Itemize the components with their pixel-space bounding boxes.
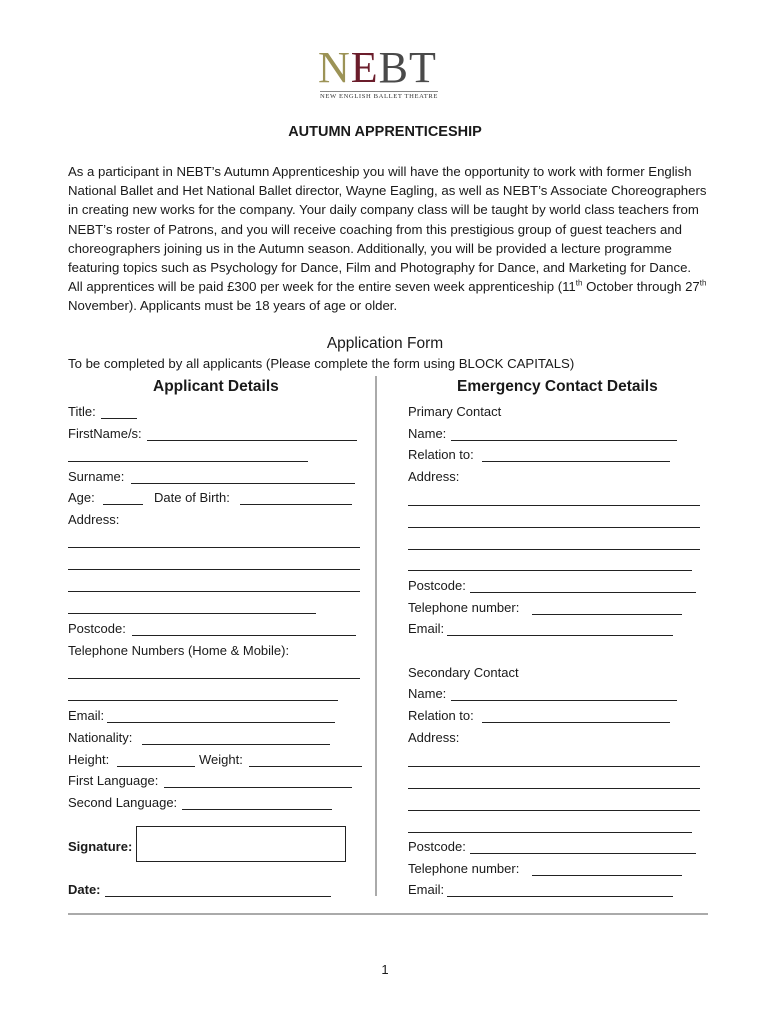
first-language-label: First Language:	[68, 773, 159, 788]
surname-field[interactable]	[131, 483, 355, 484]
age-label: Age:	[68, 490, 95, 505]
nebt-logo	[318, 43, 450, 102]
title-field[interactable]	[101, 418, 137, 419]
secondary-contact-heading: Secondary Contact	[408, 665, 519, 680]
email-field[interactable]	[107, 722, 335, 723]
secondary-relation-field[interactable]	[482, 722, 670, 723]
primary-contact-heading: Primary Contact	[408, 404, 502, 419]
dob-field[interactable]	[240, 504, 352, 505]
email-label: Email:	[68, 708, 105, 723]
nationality-label: Nationality:	[68, 730, 133, 745]
secondary-address-label: Address:	[408, 730, 460, 745]
secondary-email-label: Email:	[408, 882, 445, 897]
firstname-field-line2[interactable]	[68, 461, 308, 462]
emergency-contact-heading: Emergency Contact Details	[457, 378, 658, 395]
address-line-1[interactable]	[68, 547, 360, 548]
page-title: AUTUMN APPRENTICESHIP	[288, 124, 482, 140]
secondary-postcode-label: Postcode:	[408, 839, 466, 854]
secondary-address-line-1[interactable]	[408, 766, 700, 767]
primary-name-field[interactable]	[451, 440, 677, 441]
age-field[interactable]	[103, 504, 143, 505]
primary-telephone-label: Telephone number:	[408, 600, 520, 615]
secondary-name-label: Name:	[408, 686, 447, 701]
postcode-field[interactable]	[132, 635, 356, 636]
primary-address-label: Address:	[408, 469, 460, 484]
telephone-line-1[interactable]	[68, 678, 360, 679]
primary-email-label: Email:	[408, 621, 445, 636]
bottom-rule	[68, 913, 708, 915]
date-label: Date:	[68, 882, 101, 897]
address-line-3[interactable]	[68, 591, 360, 592]
logo-subtitle: NEW ENGLISH BALLET THEATRE	[320, 93, 438, 100]
secondary-address-line-2[interactable]	[408, 788, 700, 789]
telephone-label: Telephone Numbers (Home & Mobile):	[68, 643, 290, 658]
primary-email-field[interactable]	[447, 635, 673, 636]
primary-telephone-field[interactable]	[532, 614, 682, 615]
postcode-label: Postcode:	[68, 621, 126, 636]
weight-label: Weight:	[199, 752, 243, 767]
secondary-relation-label: Relation to:	[408, 708, 474, 723]
primary-relation-label: Relation to:	[408, 447, 474, 462]
nationality-field[interactable]	[142, 744, 330, 745]
weight-field[interactable]	[249, 766, 362, 767]
address-line-4[interactable]	[68, 613, 316, 614]
primary-relation-field[interactable]	[482, 461, 670, 462]
secondary-address-line-3[interactable]	[408, 810, 700, 811]
first-language-field[interactable]	[164, 787, 352, 788]
logo-wordmark: NEBT	[318, 43, 437, 92]
firstname-label: FirstName/s:	[68, 426, 142, 441]
date-field[interactable]	[105, 896, 331, 897]
primary-address-line-2[interactable]	[408, 527, 700, 528]
column-divider	[375, 376, 377, 896]
address-line-2[interactable]	[68, 569, 360, 570]
dob-label: Date of Birth:	[154, 490, 230, 505]
page-number: 1	[381, 962, 389, 977]
firstname-field[interactable]	[147, 440, 357, 441]
primary-address-line-3[interactable]	[408, 549, 700, 550]
secondary-telephone-field[interactable]	[532, 875, 682, 876]
secondary-address-line-4[interactable]	[408, 832, 692, 833]
form-subtitle: To be completed by all applicants (Please complete the form using BLOCK CAPITALS)	[68, 356, 575, 371]
surname-label: Surname:	[68, 469, 125, 484]
secondary-name-field[interactable]	[451, 700, 677, 701]
height-label: Height:	[68, 752, 110, 767]
primary-address-line-1[interactable]	[408, 505, 700, 506]
signature-label: Signature:	[68, 839, 133, 854]
second-language-field[interactable]	[182, 809, 332, 810]
title-label: Title:	[68, 404, 96, 419]
secondary-email-field[interactable]	[447, 896, 673, 897]
primary-address-line-4[interactable]	[408, 570, 692, 571]
primary-name-label: Name:	[408, 426, 447, 441]
secondary-postcode-field[interactable]	[470, 853, 696, 854]
address-label: Address:	[68, 512, 120, 527]
form-title: Application Form	[326, 335, 444, 352]
primary-postcode-field[interactable]	[470, 592, 696, 593]
height-field[interactable]	[117, 766, 195, 767]
secondary-telephone-label: Telephone number:	[408, 861, 520, 876]
applicant-details-heading: Applicant Details	[153, 378, 279, 395]
second-language-label: Second Language:	[68, 795, 178, 810]
intro-paragraph: As a participant in NEBT’s Autumn Apprenticeship you will have the opportunity to work with former English National Ballet and Het National Ballet director, Wayne Eagling, as well as NEBT’s Associate Choreographers in creating new works for the company. Your daily company class will be taught by world class teachers from NEBT’s roster of Patrons, and you will receive coaching from this prestigious group of guest teachers and choreographers joining us in the Autumn season. Additionally, you will be provided a lecture programme featuring topics such as Psychology for Dance, Film and Photography for Dance, and Marketing for Dance. All apprentices will be paid £300 per week for the entire seven week apprenticeship (11th October through 27th November). Applicants must be 18 years of age or older.	[68, 164, 707, 314]
primary-postcode-label: Postcode:	[408, 578, 466, 593]
signature-box[interactable]	[136, 826, 346, 862]
telephone-line-2[interactable]	[68, 700, 338, 701]
